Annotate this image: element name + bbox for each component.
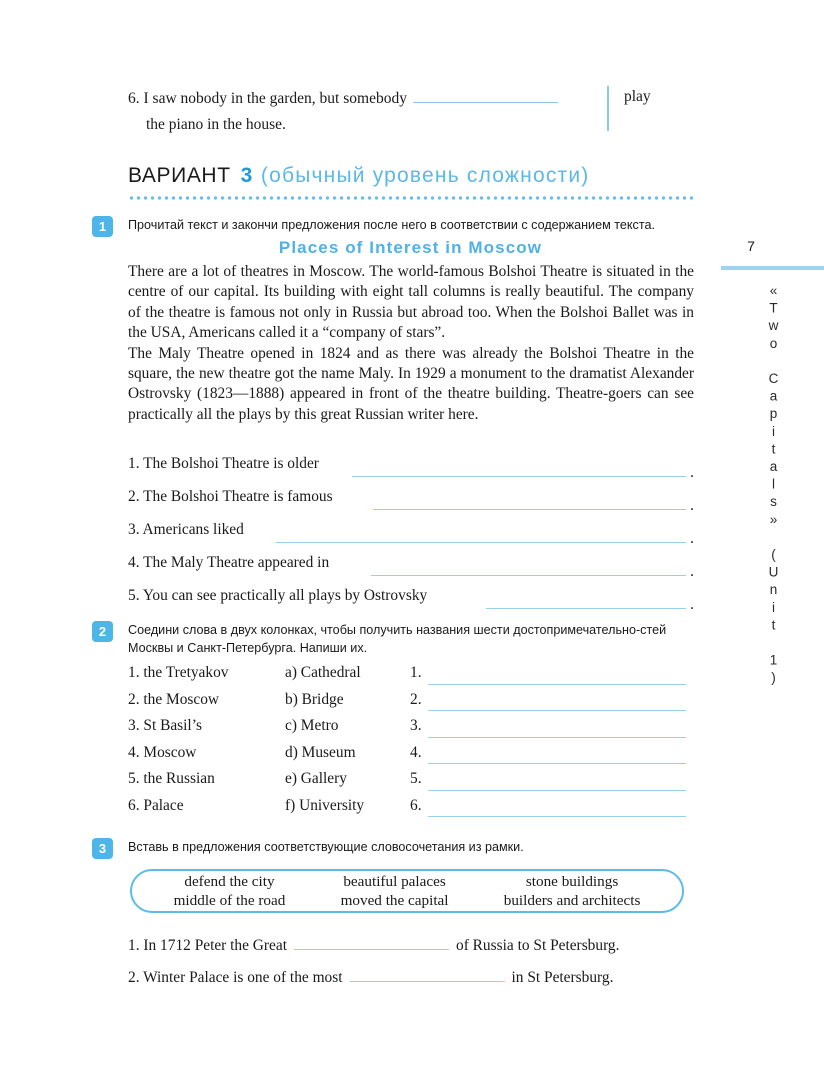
matching-answer-blank[interactable] (428, 763, 686, 764)
page-number: 7 (747, 238, 755, 254)
carryover-prompt-word: play (624, 88, 651, 105)
question-text: 1. The Bolshoi Theatre is older (128, 455, 319, 472)
answer-blank[interactable] (352, 476, 686, 477)
sentence-period: . (690, 596, 694, 613)
matching-answer-number: 6. (410, 796, 422, 814)
matching-row (128, 691, 694, 718)
carryover-blank[interactable] (413, 89, 558, 103)
matching-right-item[interactable]: f) University (285, 796, 365, 814)
matching-right-item[interactable]: d) Museum (285, 743, 356, 761)
matching-row (128, 770, 694, 797)
carryover-line-2: the piano in the house. (146, 116, 286, 133)
word-bank-phrase[interactable]: moved the capital (340, 892, 449, 909)
margin-divider-rule (721, 266, 824, 270)
question-row (128, 554, 694, 587)
question-text: 4. The Maly Theatre appeared in (128, 554, 330, 571)
sentence-before-blank: 2. Winter Palace is one of the most (128, 969, 343, 986)
answer-blank[interactable] (486, 608, 686, 609)
carryover-divider (607, 86, 609, 131)
carryover-line-1-text: 6. I saw nobody in the garden, but somebody (128, 90, 407, 107)
matching-row (128, 744, 694, 771)
word-bank-phrase[interactable]: stone buildings (525, 873, 619, 890)
matching-row (128, 717, 694, 744)
matching-answer-number: 3. (410, 717, 422, 734)
sentence-period: . (690, 563, 694, 580)
carryover-exercise (128, 86, 598, 138)
sentence-period: . (690, 530, 694, 547)
question-row (128, 521, 694, 554)
word-bank-phrase[interactable]: builders and architects (503, 892, 641, 909)
word-bank-column (174, 872, 286, 910)
matching-right-item[interactable]: e) Gallery (285, 770, 347, 787)
question-row (128, 488, 694, 521)
fill-in-sentence-row (128, 967, 694, 999)
reading-passage (128, 262, 694, 425)
word-bank-box (130, 869, 684, 913)
matching-left-item[interactable]: 4. Moscow (128, 743, 197, 761)
sentence-period: . (690, 464, 694, 481)
word-bank-column (341, 872, 449, 910)
task-badge-1[interactable]: 1 (92, 216, 113, 237)
passage-paragraph-2: The Maly Theatre opened in 1824 and as there was already the Bolshoi Theatre in the square, the new theatre got the name Maly. In 1929 a monument to the dramatist Alexander Ostrovsky (1823—1888) appeared in front of the theatre building. Theatre-goers can see practically all the plays by this great Russian writer here. (128, 344, 694, 423)
matching-answer-number: 4. (410, 743, 422, 761)
question-row (128, 587, 694, 620)
matching-answer-number: 2. (410, 690, 422, 708)
question-row (128, 455, 694, 488)
word-bank-phrase[interactable]: middle of the road (173, 892, 286, 909)
passage-paragraph-1: There are a lot of theatres in Moscow. The world-famous Bolshoi Theatre is situated in the centre of our capital. Its building with eight tall columns is really beautiful. The company of the theatre is famous not only in Russia but abroad too. When the Bolshoi Ballet was in the USA, Americans called it a “company of stars”. (128, 263, 694, 342)
task-badge-3[interactable]: 3 (92, 838, 113, 859)
matching-answer-number: 5. (410, 770, 422, 787)
variant-level: (обычный уровень сложности) (260, 164, 590, 187)
word-bank-phrase[interactable]: defend the city (184, 873, 275, 890)
word-bank-phrase[interactable]: beautiful palaces (343, 873, 446, 890)
variant-header (128, 164, 590, 188)
margin-unit-label: «Two Capitals» (Unit 1) (766, 283, 781, 688)
reading-title: Places of Interest in Moscow (278, 238, 543, 257)
matching-row (128, 664, 694, 691)
answer-blank[interactable] (276, 542, 686, 543)
fill-in-sentence-row (128, 935, 694, 967)
matching-left-item[interactable]: 1. the Tretyakov (128, 664, 229, 681)
sentence-before-blank: 1. In 1712 Peter the Great (128, 937, 287, 954)
answer-blank[interactable] (371, 575, 686, 576)
matching-answer-blank[interactable] (428, 684, 686, 685)
carryover-line-1 (128, 86, 598, 112)
word-bank-column (504, 872, 641, 910)
question-text: 5. You can see practically all plays by Ostrovsky (128, 587, 428, 604)
matching-right-item[interactable]: a) Cathedral (285, 664, 361, 681)
answer-blank[interactable] (373, 509, 686, 510)
task-1-answer-list (128, 455, 694, 620)
task-2-matching-table (128, 664, 694, 823)
variant-number: 3 (240, 164, 253, 187)
sentence-after-blank: in St Petersburg. (511, 969, 614, 986)
sentence-after-blank: of Russia to St Petersburg. (456, 937, 620, 954)
sentence-period: . (690, 497, 694, 514)
matching-answer-blank[interactable] (428, 710, 686, 711)
matching-right-item[interactable]: c) Metro (285, 717, 339, 734)
task-1-instruction: Прочитай текст и закончи предложения после него в соответствии с содержанием текста. (128, 218, 655, 232)
matching-left-item[interactable]: 2. the Moscow (128, 690, 220, 708)
task-3-sentence-list (128, 935, 694, 999)
matching-answer-blank[interactable] (428, 816, 686, 817)
matching-row (128, 797, 694, 824)
matching-right-item[interactable]: b) Bridge (285, 690, 344, 708)
matching-left-item[interactable]: 6. Palace (128, 796, 184, 814)
sentence-blank[interactable] (350, 967, 505, 982)
question-text: 2. The Bolshoi Theatre is famous (128, 488, 333, 505)
task-2-instruction: Соедини слова в двух колонках, чтобы получить названия шести достопримечательно-стей Москвы и Санкт-Петербурга. Напиши их. (128, 623, 667, 655)
matching-left-item[interactable]: 3. St Basil’s (128, 717, 202, 734)
variant-dotted-rule (128, 196, 693, 200)
matching-answer-number: 1. (410, 664, 422, 681)
question-text: 3. Americans liked (128, 521, 244, 538)
matching-answer-blank[interactable] (428, 737, 686, 738)
task-3-instruction: Вставь в предложения соответствующие словосочетания из рамки. (128, 840, 524, 854)
matching-answer-blank[interactable] (428, 790, 686, 791)
variant-label: ВАРИАНТ (128, 164, 231, 187)
sentence-blank[interactable] (294, 935, 449, 950)
matching-left-item[interactable]: 5. the Russian (128, 770, 215, 787)
task-badge-2[interactable]: 2 (92, 621, 113, 642)
